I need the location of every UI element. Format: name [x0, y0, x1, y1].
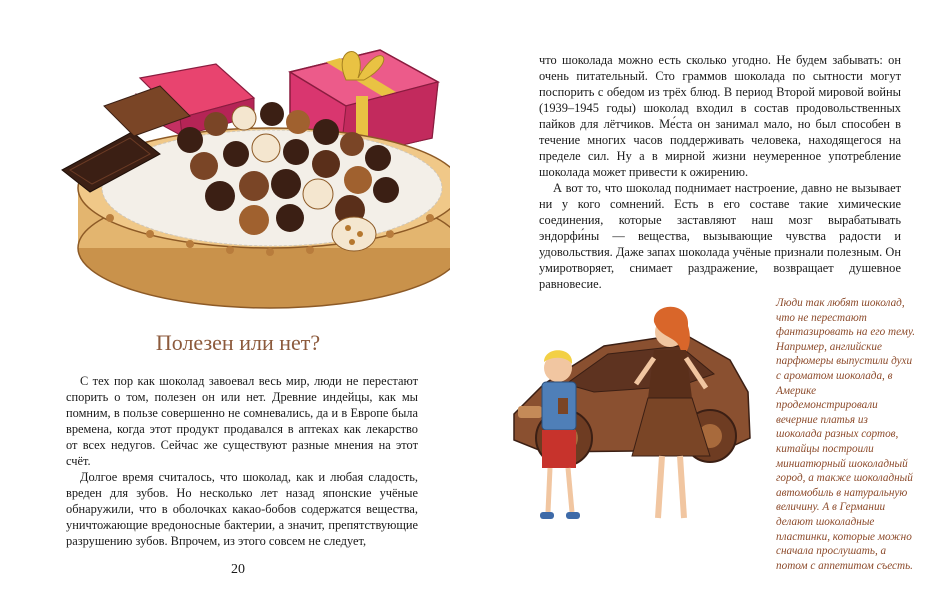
paragraph: Долгое время считалось, что шоколад, как и любая сладость, вреден для зубов. Но несколько лет назад японские учёные обнаружили, что в оболочках какао-бобов содержатся вещества, уничтожающие вредоносные бактерии, а значит, препятствующие разрушению зубов. Впрочем, из этого совсем не следует,	[66, 470, 418, 548]
sidebar-note: Люди так любят шоколад, что не перестают фантазировать на его тему. Например, английские парфюмеры выпустили духи с ароматом шоколада, в Америке продемонстрировали вечерние платья из шоколада разных сортов, китайцы построили миниатюрный шоколадный город, а также шоколадный автомобиль в натуральную величину. А в Германии делают шоколадные пластинки, которые можно сначала прослушать, а потом с аппетитом съесть.	[776, 297, 916, 572]
right-page	[476, 0, 952, 612]
chocolate-box-illustration	[40, 20, 450, 320]
chocolate-car-illustration	[504, 288, 754, 538]
paragraph: что шоколада можно есть сколько угодно. Не будем забывать: он очень питательный. Сто граммов шоколада по сытности могут поспорить с обедом из трёх блюд. В период Второй мировой войны (1939–1945 годы) шоколад входил в состав продовольственных пайков для лётчиков. Ме́ста он занимал мало, но был способен в течение многих часов поддерживать человека, находящегося на пределе сил. Ну а в мирной жизни неумеренное употребление шоколада может привести к ожирению.	[539, 53, 901, 179]
paragraph: А вот то, что шоколад поднимает настроение, давно не вызывает ни у кого сомнений. Есть в его составе такие химические соединения, которые заставляют наш мозг вырабатывать эндорфи́ны — вещества, вызывающие чувства радости и удовольствия. Даже запах шоколада учёные признали полезным. Он умиротворяет, снимает раздражение, возвращает душевное равновесие.	[539, 181, 901, 291]
right-body-text	[539, 52, 901, 292]
section-heading: Полезен или нет?	[155, 330, 321, 355]
left-body-text	[66, 373, 418, 549]
paragraph: С тех пор как шоколад завоевал весь мир, люди не перестают спорить о том, полезен он или нет. Древние индейцы, как мы помним, в пользе совершенно не сомневались, да и в Европе была времена, когда этот продукт продавался в аптеках как лекарство от всех недугов. Сейчас же существуют разные мнения на этот счёт.	[66, 374, 418, 468]
page-number: 20	[231, 562, 245, 577]
